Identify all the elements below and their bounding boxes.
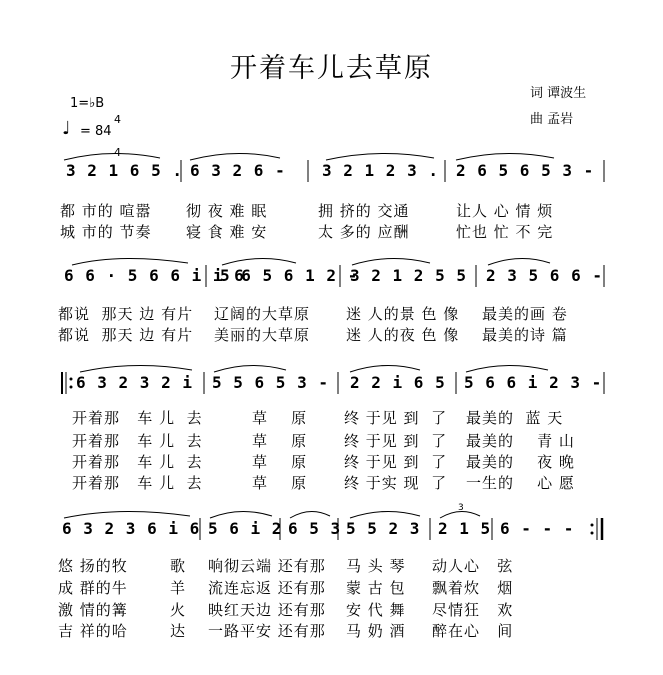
system-2-lyric-1d: 最美的画 卷 [482, 305, 568, 323]
system-4-lyric-1d: 马 头 琴 [346, 557, 406, 575]
tempo-value: = 84 [80, 124, 112, 139]
lyricist-credit: 词 谭波生 [530, 86, 587, 101]
system-4-lyric-4e: 醉在心 间 [432, 622, 514, 640]
system-2-measure-1: 6 6 · 5 6 6 i i 6 [64, 266, 245, 285]
system-3-lyric-3d: 最美的 夜 晚 [466, 453, 575, 471]
system-4-lyric-4b: 达 [170, 622, 187, 640]
system-3-lyric-1a: 开着那 车 儿 去 [72, 409, 203, 427]
system-4-measure-4: 5 5 2 3 [346, 519, 421, 538]
system-3-lyric-1b: 草 原 [252, 409, 308, 427]
system-2-lyric-2a: 都说 那天 边 有片 [58, 326, 194, 344]
system-3-measure-1: 6 3 2 3 2 i [76, 373, 193, 392]
system-1-measure-3: 3 2 1 2 3 . [322, 161, 439, 180]
system-3-lyric-2d: 最美的 青 山 [466, 432, 575, 450]
system-4-lyric-3d: 安 代 舞 [346, 601, 406, 619]
system-2-lyric-2c: 迷 人的夜 色 像 [346, 326, 460, 344]
time-signature-numerator: 4 [114, 113, 121, 126]
system-4-lyric-1e: 动人心 弦 [432, 557, 514, 575]
system-2-lyric-1a: 都说 那天 边 有片 [58, 305, 194, 323]
system-4-lyric-2d: 蒙 古 包 [346, 579, 406, 597]
system-3-lyric-4a: 开着那 车 儿 去 [72, 474, 203, 492]
system-4-lyric-3a: 激 情的篝 [58, 601, 128, 619]
system-2-lyric-2b: 美丽的大草原 [214, 326, 311, 344]
system-3-measure-3: 2 2 i 6 5 [350, 373, 446, 392]
system-1-lyric-1a: 都 市的 喧嚣 [60, 202, 152, 220]
system-1-lyric-2c: 太 多的 应酬 [318, 223, 410, 241]
system-4-lyric-3e: 尽情狂 欢 [432, 601, 514, 619]
system-4-measure-5: 2 1 5 [438, 519, 492, 538]
system-4-lyric-2b: 羊 [170, 579, 187, 597]
quarter-note-icon: ♩ [62, 118, 71, 139]
system-1-measure-2: 6 3 2 6 - [190, 161, 286, 180]
system-4-lyric-1c: 响彻云端 还有那 [208, 557, 326, 575]
system-3-lyric-2b: 草 原 [252, 432, 308, 450]
system-4-measure-3: 6 5 3 [288, 519, 342, 538]
system-1-lyric-2b: 寝 食 难 安 [186, 223, 268, 241]
system-4-lyric-1a: 悠 扬的牧 [58, 557, 128, 575]
system-2-lyric-2d: 最美的诗 篇 [482, 326, 568, 344]
time-signature-denominator: 4 [114, 146, 121, 159]
system-3-measure-4: 5 6 6 i 2 3 - [464, 373, 603, 392]
system-1-lyric-2a: 城 市的 节奏 [60, 223, 152, 241]
song-title: 开着车儿去草原 [230, 53, 433, 84]
key-signature: 1=♭B [70, 96, 105, 111]
system-2-lyric-1c: 迷 人的景 色 像 [346, 305, 460, 323]
system-4-measure-6: 6 - - - [500, 519, 575, 538]
system-2-measure-4: 2 3 5 6 6 - [486, 266, 603, 285]
system-1-lyric-2d: 忙也 忙 不 完 [456, 223, 554, 241]
system-3-lyric-2a: 开着那 车 儿 去 [72, 432, 203, 450]
system-3-lyric-3c: 终 于见 到 了 [344, 453, 448, 471]
system-4-lyric-4a: 吉 祥的哈 [58, 622, 128, 640]
system-1-lyric-1c: 拥 挤的 交通 [318, 202, 410, 220]
system-1-lyric-1b: 彻 夜 难 眠 [186, 202, 268, 220]
system-4-lyric-3c: 映红天边 还有那 [208, 601, 326, 619]
system-1-lyric-1d: 让人 心 情 烦 [456, 202, 554, 220]
system-3-lyric-4c: 终 于实 现 了 [344, 474, 448, 492]
system-3-lyric-4b: 草 原 [252, 474, 308, 492]
system-1-measure-4: 2 6 5 6 5 3 - [456, 161, 595, 180]
system-1-measure-1: 3 2 1 6 5 . [66, 161, 183, 180]
system-4-lyric-3b: 火 [170, 601, 187, 619]
system-4-lyric-2a: 成 群的牛 [58, 579, 128, 597]
system-4-measure-2: 5 6 i 2 [208, 519, 283, 538]
system-4-lyric-1b: 歌 [170, 557, 187, 575]
system-2-measure-3: 3 2 1 2 5 5 [350, 266, 467, 285]
system-4-measure-1: 6 3 2 3 6 i 6 [62, 519, 201, 538]
system-4-lyric-4c: 一路平安 还有那 [208, 622, 326, 640]
system-3-lyric-3b: 草 原 [252, 453, 308, 471]
system-3-measure-2: 5 5 6 5 3 - [212, 373, 329, 392]
system-4-lyric-4d: 马 奶 酒 [346, 622, 406, 640]
composer-credit: 曲 孟岩 [530, 112, 574, 127]
system-3-lyric-4d: 一生的 心 愿 [466, 474, 575, 492]
system-2-measure-2: 5 6 5 6 1 2 - [220, 266, 359, 285]
system-3-lyric-3a: 开着那 车 儿 去 [72, 453, 203, 471]
triplet-marker: 3 [458, 503, 464, 513]
system-3-lyric-1c: 终 于见 到 了 [344, 409, 448, 427]
system-3-lyric-1d: 最美的 蓝 天 [466, 409, 564, 427]
system-4-lyric-2c: 流连忘返 还有那 [208, 579, 326, 597]
system-4-lyric-2e: 飘着炊 烟 [432, 579, 514, 597]
system-3-lyric-2c: 终 于见 到 了 [344, 432, 448, 450]
system-2-lyric-1b: 辽阔的大草原 [214, 305, 311, 323]
